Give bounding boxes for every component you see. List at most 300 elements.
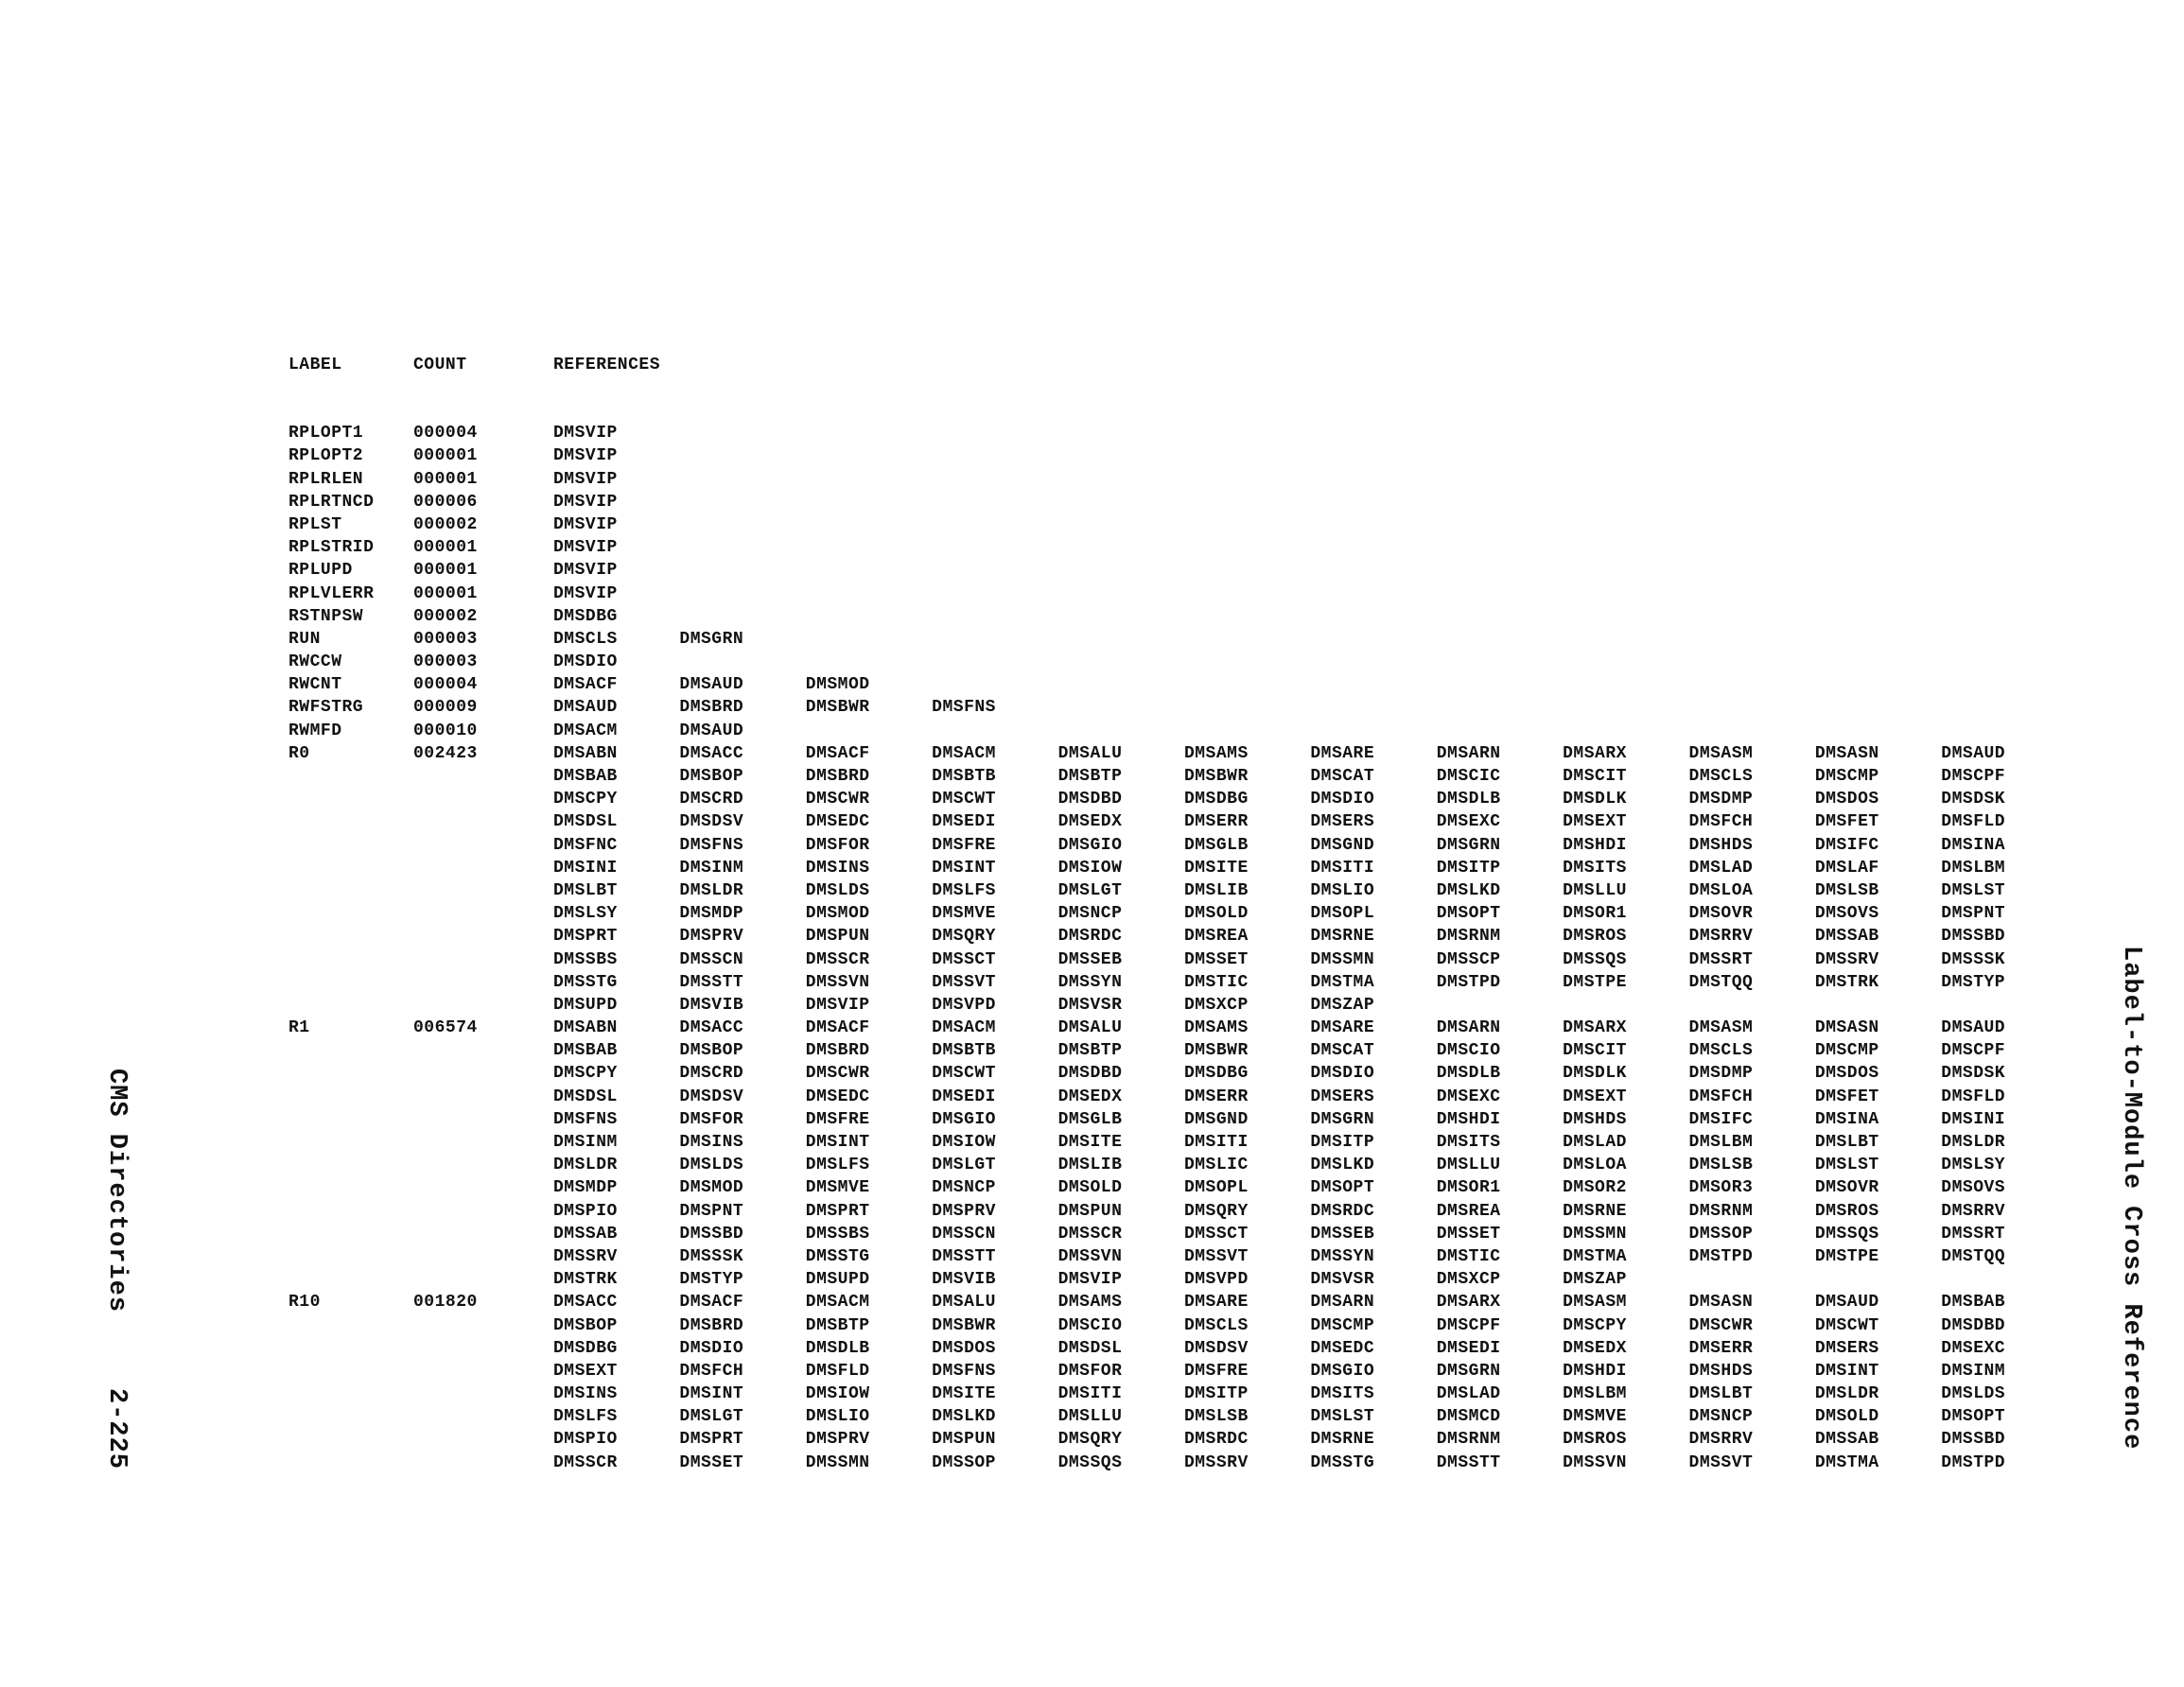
module-reference: DMSSTG [805,1246,870,1266]
module-reference: DMSFNS [932,698,996,718]
module-reference: DMSZAP [1310,995,1375,1015]
module-reference: DMSEDX [1563,1338,1627,1358]
module-reference: DMSBOP [679,767,744,786]
module-reference: DMSFLD [805,1361,870,1381]
module-reference: DMSDSL [553,1087,618,1106]
module-reference: DMSOPL [1310,904,1375,924]
module-reference: DMSDOS [932,1338,996,1358]
module-reference: DMSLBM [1563,1384,1627,1404]
module-reference: DMSVPD [932,995,996,1015]
row-label: RWCCW [288,652,342,672]
module-reference: DMSVSR [1310,1270,1375,1290]
module-reference: DMSLGT [679,1407,744,1427]
module-reference: DMSLDS [1941,1384,2006,1404]
module-reference: DMSEDC [805,812,870,832]
module-reference: DMSLIB [1183,880,1249,900]
module-reference: DMSEDX [1057,812,1123,832]
module-reference: DMSBWR [1183,767,1249,786]
module-reference: DMSRDC [1310,1201,1375,1221]
module-reference: DMSSBD [1941,927,2006,947]
module-reference: DMSXCP [1436,1270,1501,1290]
module-reference: DMSGIO [1057,835,1123,855]
module-reference: DMSINT [932,858,996,878]
row-count: 000002 [413,514,478,534]
module-reference: DMSQRY [1183,1201,1249,1221]
row-references [553,605,679,628]
module-reference: DMSVIP [553,538,618,558]
module-reference: DMSINI [1941,1109,2006,1129]
module-reference: DMSLOA [1563,1156,1627,1175]
row-references [553,971,2068,994]
module-reference: DMSFCH [679,1361,744,1381]
module-reference: DMSLDR [1814,1384,1879,1404]
module-reference: DMSLSB [1688,1156,1754,1175]
module-reference: DMSUPD [553,995,618,1015]
module-reference: DMSRNE [1563,1201,1627,1221]
module-reference: DMSLLU [1057,1407,1123,1427]
row-references [553,1405,2068,1428]
module-reference: DMSERS [1310,1087,1375,1106]
row-label: RPLST [288,514,342,534]
module-reference: DMSVIP [553,446,618,466]
module-reference: DMSARX [1563,1018,1627,1038]
module-reference: DMSRDC [1057,927,1123,947]
row-count: 000001 [413,538,478,558]
module-reference: DMSPIO [553,1430,618,1450]
row-references [553,468,679,491]
module-reference: DMSZAP [1563,1270,1627,1290]
module-reference: DMSSAB [1814,927,1879,947]
module-reference: DMSPRV [679,927,744,947]
module-reference: DMSITS [1563,858,1627,878]
module-reference: DMSFET [1814,1087,1879,1106]
module-reference: DMSOLD [1057,1178,1123,1198]
module-reference: DMSINT [805,1133,870,1152]
module-reference: DMSSBD [679,1224,744,1244]
module-reference: DMSIOW [932,1133,996,1152]
module-reference: DMSAUD [1941,1018,2006,1038]
module-reference: DMSSRV [1183,1452,1249,1472]
module-reference: DMSACF [805,743,870,763]
module-reference: DMSRRV [1688,927,1754,947]
module-reference: DMSLST [1941,880,2006,900]
module-reference: DMSASM [1688,1018,1754,1038]
module-reference: DMSTPE [1563,972,1627,992]
module-reference: DMSMDP [679,904,744,924]
module-reference: DMSTPD [1688,1246,1754,1266]
module-reference: DMSFRE [1183,1361,1249,1381]
module-reference: DMSLGT [1057,880,1123,900]
row-label: RUN [288,629,321,649]
row-count: 000001 [413,561,478,581]
module-reference: DMSACM [553,721,618,740]
row-references [553,1017,2068,1039]
module-reference: DMSGRN [1436,835,1501,855]
module-reference: DMSFLD [1941,812,2006,832]
module-reference: DMSSTG [1310,1452,1375,1472]
row-label: RPLRLEN [288,469,364,489]
row-references [553,1200,2068,1223]
module-reference: DMSDSV [1183,1338,1249,1358]
module-reference: DMSBOP [679,1041,744,1061]
module-reference: DMSDBG [1183,1064,1249,1084]
module-reference: DMSGND [1183,1109,1249,1129]
module-reference: DMSACF [553,675,618,695]
module-reference: DMSSVN [1563,1452,1627,1472]
header-count: COUNT [413,356,467,374]
module-reference: DMSACM [932,743,996,763]
row-count: 000001 [413,446,478,466]
module-reference: DMSLFS [553,1407,618,1427]
module-reference: DMSVIP [553,492,618,512]
row-references [553,994,1437,1017]
module-reference: DMSLDR [553,1156,618,1175]
module-reference: DMSCWT [932,1064,996,1084]
row-references [553,1245,2068,1268]
module-reference: DMSEDI [932,1087,996,1106]
row-references [553,810,2068,833]
module-reference: DMSINA [1814,1109,1879,1129]
module-reference: DMSSVN [1057,1246,1123,1266]
module-reference: DMSOVS [1814,904,1879,924]
row-label: RWMFD [288,721,342,740]
row-references [553,742,2068,765]
module-reference: DMSCWR [805,790,870,809]
module-reference: DMSALU [1057,743,1123,763]
row-references [553,925,2068,948]
module-reference: DMSCWT [1814,1315,1879,1335]
module-reference: DMSDIO [1310,790,1375,809]
module-reference: DMSRNM [1436,927,1501,947]
module-reference: DMSFNS [553,1109,618,1129]
module-reference: DMSLIO [1310,880,1375,900]
row-references [553,1176,2068,1199]
module-reference: DMSINS [805,858,870,878]
row-label: RPLOPT1 [288,424,364,443]
module-reference: DMSSET [1183,949,1249,969]
module-reference: DMSBRD [679,698,744,718]
module-reference: DMSGND [1310,835,1375,855]
module-reference: DMSVIP [553,424,618,443]
row-references [553,1314,2068,1337]
module-reference: DMSCAT [1310,1041,1375,1061]
module-reference: DMSCLS [1688,767,1754,786]
module-reference: DMSSSK [679,1246,744,1266]
module-reference: DMSUPD [805,1270,870,1290]
header-references: REFERENCES [553,356,661,374]
row-label: RPLUPD [288,561,353,581]
module-reference: DMSBWR [805,698,870,718]
module-reference: DMSREA [1183,927,1249,947]
module-reference: DMSBAB [1941,1293,2006,1313]
module-reference: DMSCPY [553,790,618,809]
module-reference: DMSBOP [553,1315,618,1335]
row-count: 000010 [413,721,478,740]
row-count: 000009 [413,698,478,718]
module-reference: DMSITE [1183,858,1249,878]
module-reference: DMSCPY [553,1064,618,1084]
row-references [553,559,679,582]
module-reference: DMSSSK [1941,949,2006,969]
module-reference: DMSDMP [1688,790,1754,809]
module-reference: DMSSCR [1057,1224,1123,1244]
module-reference: DMSTYP [1941,972,2006,992]
module-reference: DMSEDI [1436,1338,1501,1358]
module-reference: DMSDSV [679,1087,744,1106]
module-reference: DMSSMN [805,1452,870,1472]
module-reference: DMSOPT [1436,904,1501,924]
module-reference: DMSOPT [1310,1178,1375,1198]
module-reference: DMSITE [932,1384,996,1404]
module-reference: DMSOVS [1941,1178,2006,1198]
module-reference: DMSLOA [1688,880,1754,900]
module-reference: DMSTIC [1436,1246,1501,1266]
module-reference: DMSIFC [1814,835,1879,855]
module-reference: DMSPRT [805,1201,870,1221]
module-reference: DMSBTB [932,1041,996,1061]
module-reference: DMSQRY [932,927,996,947]
module-reference: DMSSCR [805,949,870,969]
module-reference: DMSBRD [679,1315,744,1335]
module-reference: DMSLKD [932,1407,996,1427]
module-reference: DMSPUN [805,927,870,947]
module-reference: DMSALU [1057,1018,1123,1038]
row-label: R10 [288,1293,321,1313]
row-references [553,1223,2068,1245]
module-reference: DMSLFS [805,1156,870,1175]
module-reference: DMSERR [1183,812,1249,832]
module-reference: DMSFET [1814,812,1879,832]
module-reference: DMSQRY [1057,1430,1123,1450]
module-reference: DMSCIO [1436,1041,1501,1061]
row-references [553,628,806,651]
module-reference: DMSASM [1563,1293,1627,1313]
module-reference: DMSDSK [1941,790,2006,809]
module-reference: DMSBTP [1057,767,1123,786]
module-reference: DMSLSY [553,904,618,924]
row-references [553,948,2068,971]
module-reference: DMSGRN [1436,1361,1501,1381]
module-reference: DMSTPD [1941,1452,2006,1472]
module-reference: DMSACC [553,1293,618,1313]
module-reference: DMSAUD [1941,743,2006,763]
module-reference: DMSLDR [1941,1133,2006,1152]
row-references [553,1039,2068,1062]
module-reference: DMSCIO [1057,1315,1123,1335]
row-label: RPLOPT2 [288,446,364,466]
module-reference: DMSPUN [1057,1201,1123,1221]
row-count: 000004 [413,675,478,695]
module-reference: DMSREA [1436,1201,1501,1221]
module-reference: DMSITP [1183,1384,1249,1404]
header-label: LABEL [288,356,342,374]
module-reference: DMSDBD [1057,790,1123,809]
module-reference: DMSSVT [1183,1246,1249,1266]
module-reference: DMSSTT [679,972,744,992]
module-reference: DMSEXC [1436,1087,1501,1106]
module-reference: DMSFNS [932,1361,996,1381]
module-reference: DMSARE [1310,743,1375,763]
module-reference: DMSMVE [805,1178,870,1198]
module-reference: DMSDSL [1057,1338,1123,1358]
module-reference: DMSLDS [805,880,870,900]
module-reference: DMSEXC [1436,812,1501,832]
module-reference: DMSBAB [553,767,618,786]
module-reference: DMSINS [553,1384,618,1404]
module-reference: DMSFRE [932,835,996,855]
module-reference: DMSSTT [1436,1452,1501,1472]
row-count: 000002 [413,606,478,626]
row-references [553,1108,2068,1131]
module-reference: DMSDIO [1310,1064,1375,1084]
module-reference: DMSSBS [553,949,618,969]
module-reference: DMSNCP [1688,1407,1754,1427]
module-reference: DMSLKD [1436,880,1501,900]
module-reference: DMSINT [1814,1361,1879,1381]
module-reference: DMSDSK [1941,1064,2006,1084]
module-reference: DMSOR2 [1563,1178,1627,1198]
row-references [553,536,679,559]
row-count: 006574 [413,1018,478,1038]
module-reference: DMSOR3 [1688,1178,1754,1198]
module-reference: DMSDLB [1436,790,1501,809]
module-reference: DMSBTP [1057,1041,1123,1061]
module-reference: DMSSRT [1941,1224,2006,1244]
module-reference: DMSPRT [553,927,618,947]
module-reference: DMSLDR [679,880,744,900]
module-reference: DMSASN [1688,1293,1754,1313]
module-reference: DMSEXC [1941,1338,2006,1358]
module-reference: DMSFOR [1057,1361,1123,1381]
module-reference: DMSLBM [1941,858,2006,878]
module-reference: DMSSMN [1563,1224,1627,1244]
row-label: RPLVLERR [288,583,375,603]
row-references [553,422,679,444]
module-reference: DMSITP [1310,1133,1375,1152]
module-reference: DMSDBG [1183,790,1249,809]
module-reference: DMSARN [1436,1018,1501,1038]
row-references [553,1383,2068,1405]
module-reference: DMSOPL [1183,1178,1249,1198]
module-reference: DMSLLU [1563,880,1627,900]
module-reference: DMSVPD [1183,1270,1249,1290]
module-reference: DMSTIC [1183,972,1249,992]
module-reference: DMSCIT [1563,767,1627,786]
module-reference: DMSABN [553,743,618,763]
module-reference: DMSGIO [932,1109,996,1129]
row-references [553,1062,2068,1085]
module-reference: DMSSOP [932,1452,996,1472]
module-reference: DMSDOS [1814,790,1879,809]
module-reference: DMSAUD [553,698,618,718]
module-reference: DMSCLS [1688,1041,1754,1061]
module-reference: DMSRNE [1310,927,1375,947]
module-reference: DMSSYN [1310,1246,1375,1266]
module-reference: DMSROS [1814,1201,1879,1221]
row-references [553,720,806,742]
module-reference: DMSRNM [1436,1430,1501,1450]
module-reference: DMSSRV [553,1246,618,1266]
row-references [553,788,2068,810]
row-count: 000006 [413,492,478,512]
module-reference: DMSSAB [553,1224,618,1244]
module-reference: DMSSEB [1057,949,1123,969]
module-reference: DMSOR1 [1563,904,1627,924]
module-reference: DMSFOR [805,835,870,855]
module-reference: DMSDLK [1563,1064,1627,1084]
row-references [553,1291,2068,1313]
row-references [553,834,2068,857]
module-reference: DMSSVT [932,972,996,992]
module-reference: DMSSEB [1310,1224,1375,1244]
module-reference: DMSROS [1563,927,1627,947]
module-reference: DMSEDC [1310,1338,1375,1358]
module-reference: DMSBWR [932,1315,996,1335]
module-reference: DMSRRV [1688,1430,1754,1450]
module-reference: DMSEDX [1057,1087,1123,1106]
module-reference: DMSNCP [1057,904,1123,924]
module-reference: DMSGLB [1183,835,1249,855]
module-reference: DMSBRD [805,767,870,786]
module-reference: DMSARN [1310,1293,1375,1313]
module-reference: DMSERR [1688,1338,1754,1358]
module-reference: DMSARX [1563,743,1627,763]
module-reference: DMSOR1 [1436,1178,1501,1198]
module-reference: DMSITS [1310,1384,1375,1404]
row-references [553,765,2068,788]
row-references [553,1337,2068,1360]
module-reference: DMSFLD [1941,1087,2006,1106]
row-references [553,1428,2068,1451]
module-reference: DMSINI [553,858,618,878]
module-reference: DMSCLS [1183,1315,1249,1335]
row-references [553,857,2068,879]
module-reference: DMSINA [1941,835,2006,855]
module-reference: DMSOVR [1814,1178,1879,1198]
module-reference: DMSDSV [679,812,744,832]
module-reference: DMSSCR [553,1452,618,1472]
row-references [553,1360,2068,1383]
module-reference: DMSLST [1814,1156,1879,1175]
module-reference: DMSCRD [679,1064,744,1084]
row-references [553,902,2068,925]
module-reference: DMSDBG [553,606,618,626]
module-reference: DMSERR [1183,1087,1249,1106]
module-reference: DMSGIO [1310,1361,1375,1381]
module-reference: DMSTMA [1310,972,1375,992]
row-references [553,879,2068,902]
module-reference: DMSLIO [805,1407,870,1427]
module-reference: DMSRNE [1310,1430,1375,1450]
module-reference: DMSDIO [679,1338,744,1358]
module-reference: DMSFNC [553,835,618,855]
module-reference: DMSPUN [932,1430,996,1450]
module-reference: DMSTYP [679,1270,744,1290]
module-reference: DMSDOS [1814,1064,1879,1084]
module-reference: DMSARE [1183,1293,1249,1313]
module-reference: DMSHDS [1688,835,1754,855]
module-reference: DMSFCH [1688,1087,1754,1106]
module-reference: DMSTMA [1563,1246,1627,1266]
row-references [553,1154,2068,1176]
module-reference: DMSLBT [1688,1384,1754,1404]
module-reference: DMSLDS [679,1156,744,1175]
module-reference: DMSMOD [805,904,870,924]
module-reference: DMSEXT [1563,1087,1627,1106]
module-reference: DMSAMS [1183,1018,1249,1038]
module-reference: DMSVIP [805,995,870,1015]
row-count: 000001 [413,469,478,489]
